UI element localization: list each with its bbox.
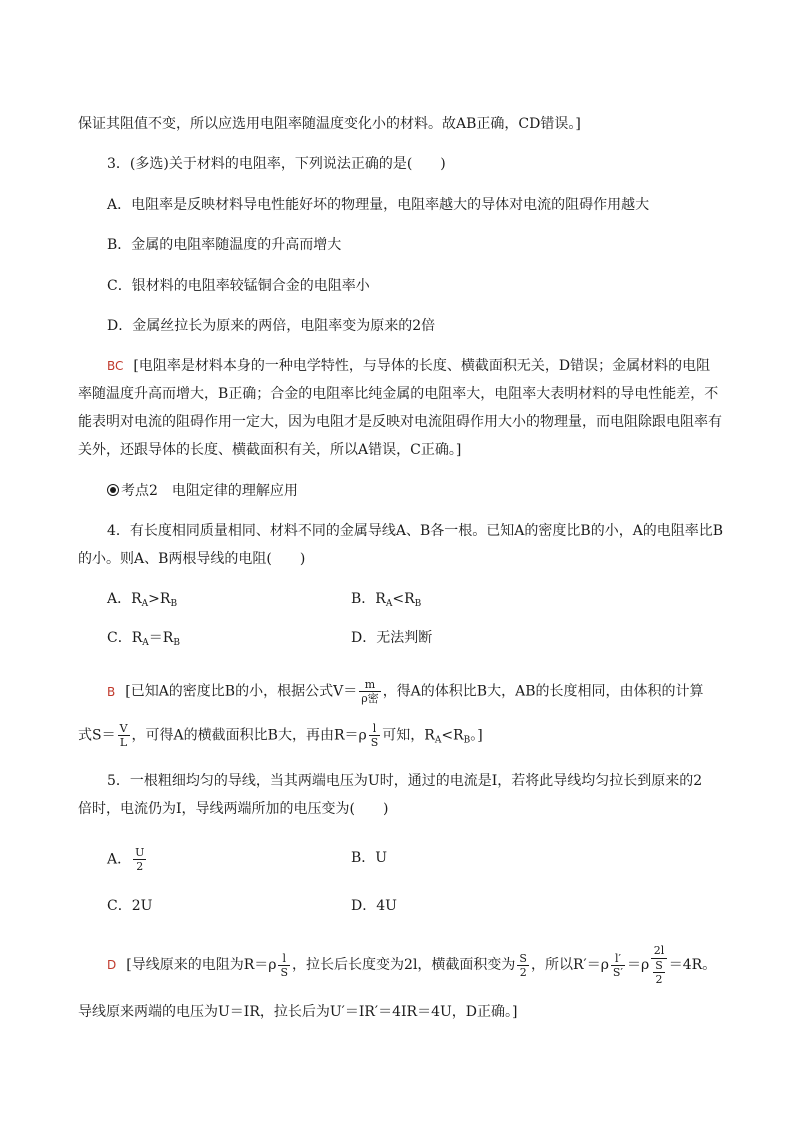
question-4-line-2: 的小。则A、B两根导线的电阻( ) bbox=[78, 551, 306, 567]
answer-3-line-1 bbox=[107, 356, 710, 376]
answer-3-line-3: 能表明对电流的阻碍作用一定大，因为电阻才是反映对电流阻碍作用大小的物理量，而电阻除跟电阻率有 bbox=[78, 414, 722, 430]
answer-3-line-4: 关外，还跟导体的长度、横截面积有关，所以A错误，C正确。] bbox=[78, 442, 462, 458]
answer-4-line-2: 式S＝ $\frac{V}{L}$ ，可得A的横截面积比B大，再由R＝ρ $\frac{l}{S}$ 可知，$R_A<R_B$。] bbox=[78, 722, 483, 749]
key-point-heading bbox=[107, 481, 298, 501]
density-fraction: $\frac{m}{\text{ρ密}}$ bbox=[361, 678, 379, 705]
question-5-line-2: 倍时，电流仍为I，导线两端所加的电压变为( ) bbox=[78, 801, 389, 817]
compound-fraction: $\frac{2l}{\frac{S}{2}}$ bbox=[651, 944, 667, 986]
option-a-fraction: $\frac{U}{2}$ bbox=[135, 846, 145, 873]
question-4-option-c: C．$R_A=R_B$ bbox=[107, 630, 180, 648]
question-5-option-b: B．U bbox=[351, 850, 388, 866]
new-r-fraction: $\frac{l'}{S'}$ bbox=[612, 951, 623, 979]
question-4-option-b: B．$R_A<R_B$ bbox=[351, 591, 422, 609]
question-4-option-a: A．$R_A>R_B$ bbox=[107, 591, 178, 609]
question-3-stem: 3．(多选)关于材料的电阻率，下列说法正确的是( ) bbox=[107, 156, 446, 172]
resistance-fraction: $\frac{l}{S}$ bbox=[370, 722, 379, 749]
question-4-option-d: D．无法判断 bbox=[351, 630, 433, 646]
continued-explanation: 保证其阻值不变，所以应选用电阻率随温度变化小的材料。故AB正确，CD错误。] bbox=[78, 116, 581, 132]
question-5-option-c: C．2U bbox=[107, 898, 153, 914]
target-bullet-icon bbox=[107, 484, 119, 496]
question-4-line-1: 4．有长度相同质量相同、材料不同的金属导线A、B各一根。已知A的密度比B的小，A的电阻率比B bbox=[107, 523, 724, 539]
question-3-option-a: A．电阻率是反映材料导电性能好坏的物理量，电阻率越大的导体对电流的阻碍作用越大 bbox=[107, 197, 650, 213]
question-3-option-d: D．金属丝拉长为原来的两倍，电阻率变为原来的2倍 bbox=[107, 318, 436, 334]
question-5-option-d: D．4U bbox=[351, 898, 397, 914]
answer-4-line-1: B [已知A的密度比B的小，根据公式V＝ $\frac{m}{\text{ρ密}}$ ，得A的体积比B大，AB的长度相同，由体积的计算 bbox=[107, 678, 704, 705]
answer-4-label: B bbox=[107, 684, 116, 699]
answer-5-label: D bbox=[107, 958, 117, 972]
question-5-line-1: 5．一根粗细均匀的导线，当其两端电压为U时，通过的电流是I，若将此导线均匀拉长到原来的2 bbox=[107, 773, 703, 789]
answer-5-line-1: D [导线原来的电阻为R＝ρ $\frac{l}{S}$ ，拉长后长度变为2l，横截面积变为 $\frac{S}{2}$ ，所以R′＝ρ $\frac{l'}{S'}$ ＝ρ $\frac{2l}{\frac{S}{2}}$ ＝4R。 bbox=[107, 944, 717, 986]
question-3-option-c: C．银材料的电阻率较锰铜合金的电阻率小 bbox=[107, 278, 370, 294]
answer-3-text-1: [电阻率是材料本身的一种电学特性，与导体的长度、横截面积无关，D错误；金属材料的电阻 bbox=[133, 358, 711, 374]
area-fraction: $\frac{S}{2}$ bbox=[519, 951, 527, 979]
r-fraction: $\frac{l}{S}$ bbox=[280, 951, 289, 979]
answer-3-label: BC bbox=[107, 359, 124, 373]
answer-3-line-2: 率随温度升高而增大，B正确；合金的电阻率比纯金属的电阻率大，电阻率大表明材料的导电性能差，不 bbox=[78, 386, 719, 402]
question-3-option-b: B．金属的电阻率随温度的升高而增大 bbox=[107, 237, 342, 253]
volume-fraction: $\frac{V}{L}$ bbox=[119, 722, 128, 749]
answer-5-line-2: 导线原来两端的电压为U＝IR，拉长后为U′＝IR′＝4IR＝4U，D正确。] bbox=[78, 1004, 518, 1020]
key-point-label: 考点2 电阻定律的理解应用 bbox=[121, 483, 298, 499]
question-5-option-a: A． $\frac{U}{2}$ bbox=[107, 846, 145, 873]
